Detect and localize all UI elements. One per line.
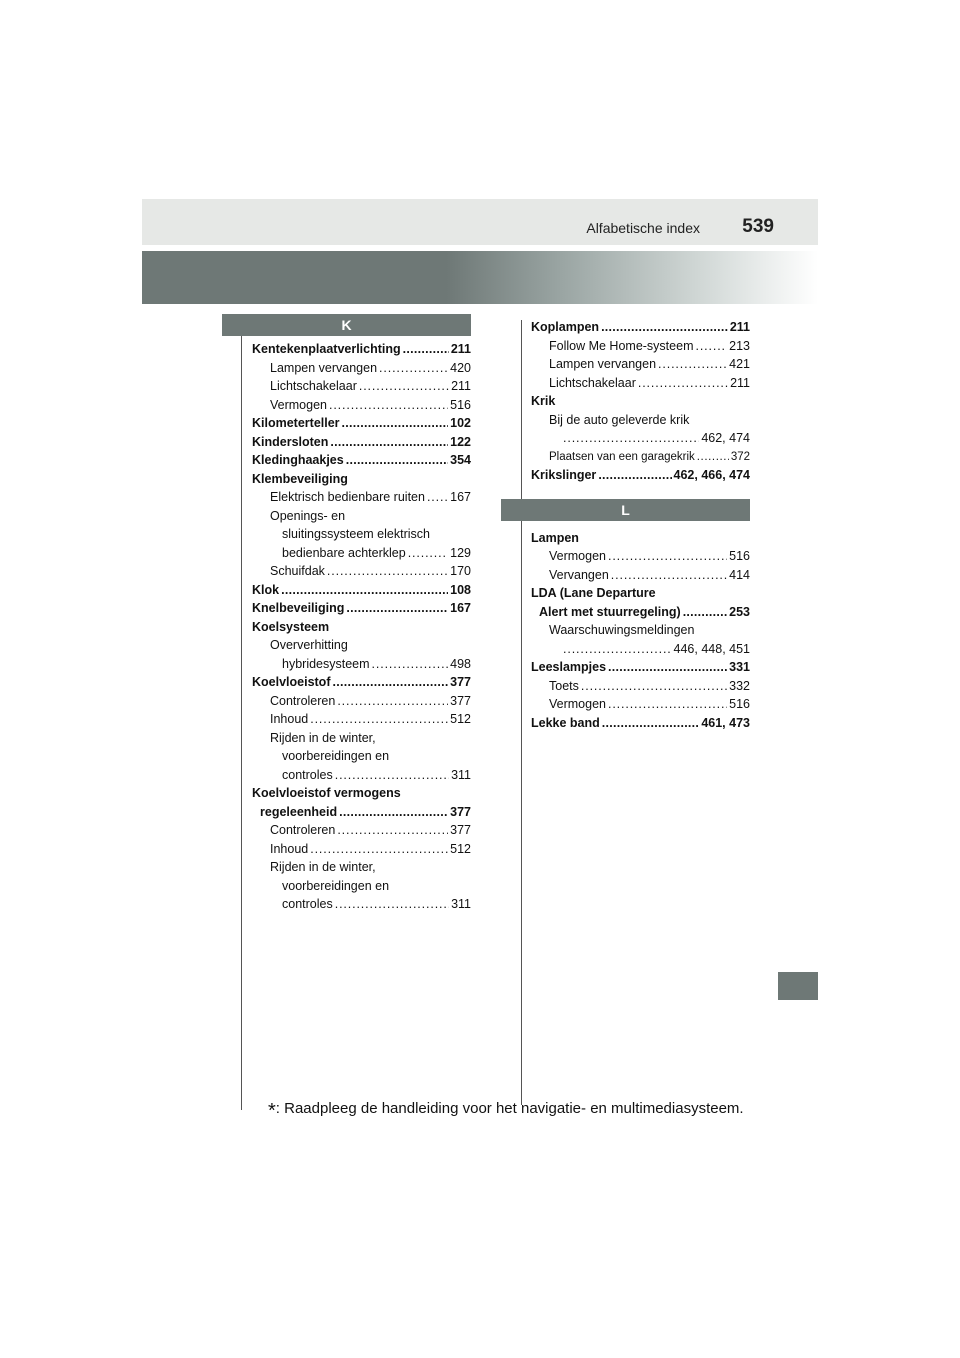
- leader-dots: [563, 429, 699, 448]
- index-column-left: [252, 314, 471, 914]
- entry-term: Kilometerteller: [252, 416, 340, 430]
- index-entry: [531, 677, 750, 696]
- leader-dots: [563, 640, 672, 659]
- entry-page-ref[interactable]: 461, 473: [701, 715, 750, 730]
- index-entry: [252, 433, 471, 452]
- leader-dots: [608, 658, 727, 677]
- entry-term: controles: [282, 767, 333, 782]
- entry-page-ref[interactable]: 311: [451, 767, 471, 782]
- entry-page-ref[interactable]: 498: [450, 656, 471, 671]
- chapter-banner: [142, 251, 818, 304]
- leader-dots: [330, 433, 448, 452]
- page-title: Alfabetische index: [586, 220, 700, 236]
- leader-dots: [346, 451, 448, 470]
- leader-dots: [581, 677, 727, 696]
- leader-dots: [697, 448, 729, 467]
- index-entry: [531, 714, 750, 733]
- entry-term: Lichtschakelaar: [270, 379, 357, 393]
- entry-page-ref[interactable]: 414: [729, 567, 750, 582]
- entry-page-ref[interactable]: 512: [450, 841, 471, 856]
- entry-page-ref[interactable]: 102: [450, 416, 471, 430]
- index-entry: [531, 448, 750, 467]
- entry-page-ref[interactable]: 211: [729, 320, 750, 334]
- entry-page-ref[interactable]: 311: [451, 897, 471, 911]
- entry-page-ref[interactable]: 253: [729, 604, 750, 619]
- index-entry: [252, 636, 471, 655]
- entry-term: Bij de auto geleverde krik: [549, 412, 690, 427]
- entry-page-ref[interactable]: 420: [450, 360, 471, 375]
- index-entry: [252, 562, 471, 581]
- column-divider-middle: [521, 320, 522, 1105]
- leader-dots: [608, 695, 727, 714]
- entry-term: LDA (Lane Departure: [531, 586, 656, 600]
- entry-page-ref[interactable]: 516: [450, 397, 471, 412]
- index-entry: [252, 692, 471, 711]
- leader-dots: [602, 714, 700, 733]
- leader-dots: [359, 377, 449, 396]
- leader-dots: [333, 673, 449, 692]
- page-number: 539: [742, 216, 774, 237]
- entry-term: Kentekenplaatverlichting: [252, 342, 401, 356]
- leader-dots: [408, 544, 448, 563]
- entry-term: Elektrisch bedienbare ruiten: [270, 490, 425, 504]
- leader-dots: [658, 355, 727, 374]
- entry-term: Rijden in de winter,: [270, 860, 376, 874]
- entry-page-ref[interactable]: 332: [729, 678, 750, 693]
- index-entry: [531, 392, 750, 411]
- index-entry: [252, 784, 471, 803]
- index-entry: [252, 858, 471, 877]
- leader-dots: [608, 547, 727, 566]
- index-entry: [252, 507, 471, 526]
- leader-dots: [329, 396, 448, 415]
- entry-page-ref[interactable]: 108: [450, 582, 471, 597]
- entry-term: Krikslinger: [531, 468, 597, 482]
- entry-term: Follow Me Home-systeem: [549, 338, 694, 353]
- entry-term: Controleren: [270, 693, 336, 708]
- entry-page-ref[interactable]: 122: [450, 434, 471, 449]
- index-entry: [252, 729, 471, 748]
- entry-page-ref[interactable]: 377: [450, 823, 471, 837]
- entry-term: bedienbare achterklep: [282, 545, 406, 560]
- entry-page-ref[interactable]: 421: [729, 357, 750, 371]
- index-entry: [252, 747, 471, 766]
- leader-dots: [339, 803, 448, 822]
- leader-dots: [337, 692, 448, 711]
- entry-term: Alert met stuurregeling): [539, 604, 681, 619]
- entry-term: hybridesysteem: [282, 656, 370, 671]
- entry-term: Koelvloeistof: [252, 675, 331, 689]
- entry-term: Koelsysteem: [252, 619, 330, 634]
- index-entry: [531, 640, 750, 659]
- footnote: [268, 1100, 744, 1123]
- entry-page-ref[interactable]: 213: [729, 338, 750, 353]
- leader-dots: [327, 562, 448, 581]
- entry-page-ref[interactable]: 211: [730, 375, 750, 390]
- entry-term: Vermogen: [549, 549, 606, 563]
- entry-term: Lampen vervangen: [549, 357, 657, 371]
- index-entry: [531, 466, 750, 485]
- leader-dots: [346, 599, 448, 618]
- index-entry: [531, 695, 750, 714]
- chapter-tab: [778, 972, 818, 1000]
- entry-term: Inhoud: [270, 841, 309, 856]
- leader-dots: [601, 318, 728, 337]
- leader-dots: [337, 821, 448, 840]
- index-entry: [252, 470, 471, 489]
- entry-page-ref[interactable]: 377: [450, 675, 471, 689]
- entry-term: Schuifdak: [270, 564, 325, 578]
- entry-term: Klembeveiliging: [252, 471, 348, 486]
- leader-dots: [335, 895, 449, 914]
- index-entry: [531, 621, 750, 640]
- index-entry: [531, 547, 750, 566]
- index-entry: [531, 529, 750, 548]
- column-divider-left: [241, 320, 242, 1110]
- section-header-k: K: [222, 314, 471, 336]
- entry-page-ref[interactable]: 377: [450, 804, 471, 819]
- entry-page-ref[interactable]: 446, 448, 451: [673, 641, 750, 656]
- index-entry: [531, 411, 750, 430]
- leader-dots: [638, 374, 728, 393]
- entry-page-ref[interactable]: 129: [450, 545, 471, 560]
- entry-term: Vermogen: [270, 397, 327, 412]
- entry-page-ref[interactable]: 167: [450, 490, 471, 504]
- entry-term: Klok: [252, 582, 280, 597]
- index-entry: [531, 374, 750, 393]
- entry-term: controles: [282, 897, 333, 911]
- index-entry: [252, 766, 471, 785]
- index-entry: [252, 414, 471, 433]
- entry-term: Vervangen: [549, 567, 609, 582]
- entry-term: Plaatsen van een garagekrik: [549, 450, 695, 463]
- entry-page-ref[interactable]: 512: [450, 712, 471, 726]
- leader-dots: [427, 488, 448, 507]
- index-entry: [531, 584, 750, 603]
- entry-term: Oververhitting: [270, 638, 348, 652]
- index-entry: [252, 340, 471, 359]
- index-entry: [531, 337, 750, 356]
- index-entry: [531, 429, 750, 448]
- entry-page-ref[interactable]: 170: [450, 564, 471, 578]
- entry-page-ref[interactable]: 462, 474: [701, 431, 750, 445]
- leader-dots: [310, 840, 448, 859]
- index-entry: [531, 566, 750, 585]
- index-entry: [252, 803, 471, 822]
- entry-term: voorbereidingen en: [282, 878, 390, 893]
- index-entry: [531, 603, 750, 622]
- index-entry: [531, 355, 750, 374]
- index-entry: [252, 618, 471, 637]
- index-entry: [252, 396, 471, 415]
- index-entry: [252, 895, 471, 914]
- index-entry: [252, 710, 471, 729]
- entry-term: sluitingssysteem elektrisch: [282, 527, 430, 541]
- entry-term: Kindersloten: [252, 434, 329, 449]
- index-entry: [531, 318, 750, 337]
- footnote-marker: *: [268, 1100, 276, 1122]
- entry-page-ref[interactable]: 462, 466, 474: [673, 468, 750, 482]
- entry-page-ref[interactable]: 516: [729, 549, 750, 563]
- index-entry: [252, 377, 471, 396]
- entry-term: Kledinghaakjes: [252, 453, 344, 467]
- entry-page-ref[interactable]: 211: [450, 342, 471, 356]
- leader-dots: [372, 655, 449, 674]
- leader-dots: [598, 466, 671, 485]
- leader-dots: [342, 414, 449, 433]
- index-entry: [252, 821, 471, 840]
- index-entry: [252, 673, 471, 692]
- section-header-l: L: [501, 499, 750, 521]
- entry-term: Lampen vervangen: [270, 360, 378, 375]
- index-entry: [252, 581, 471, 600]
- leader-dots: [281, 581, 448, 600]
- entry-term: voorbereidingen en: [282, 749, 390, 763]
- index-entry: [252, 544, 471, 563]
- index-entry: [252, 525, 471, 544]
- index-entry: [252, 488, 471, 507]
- entry-term: Lampen: [531, 530, 579, 545]
- entry-page-ref[interactable]: 372: [730, 450, 750, 463]
- leader-dots: [335, 766, 449, 785]
- entry-term: Vermogen: [549, 697, 606, 711]
- entry-term: Rijden in de winter,: [270, 730, 376, 745]
- entry-term: Toets: [549, 678, 579, 693]
- index-column-right: [531, 318, 750, 732]
- entry-term: Waarschuwingsmeldingen: [549, 623, 695, 637]
- index-entry: [252, 655, 471, 674]
- index-entry: [252, 840, 471, 859]
- entry-term: Leeslampjes: [531, 660, 607, 674]
- page-header-bar: [142, 199, 818, 245]
- entry-term: Koplampen: [531, 320, 600, 334]
- leader-dots: [683, 603, 727, 622]
- entry-page-ref[interactable]: 211: [451, 379, 471, 393]
- index-entry: [252, 877, 471, 896]
- entry-term: Knelbeveiliging: [252, 601, 345, 615]
- entry-term: Lichtschakelaar: [549, 375, 636, 390]
- entry-term: Openings- en: [270, 508, 346, 523]
- entry-page-ref[interactable]: 354: [450, 453, 471, 467]
- entry-term: Krik: [531, 394, 556, 408]
- entry-page-ref[interactable]: 377: [450, 693, 471, 708]
- leader-dots: [403, 340, 449, 359]
- index-entry: [252, 359, 471, 378]
- entry-term: Controleren: [270, 823, 336, 837]
- leader-dots: [310, 710, 448, 729]
- entry-page-ref[interactable]: 331: [729, 660, 750, 674]
- index-entry: [531, 658, 750, 677]
- index-entry: [252, 599, 471, 618]
- leader-dots: [611, 566, 727, 585]
- entry-term: Inhoud: [270, 712, 309, 726]
- leader-dots: [695, 337, 727, 356]
- entry-page-ref[interactable]: 516: [729, 697, 750, 711]
- entry-page-ref[interactable]: 167: [450, 601, 471, 615]
- leader-dots: [379, 359, 448, 378]
- footnote-text: : Raadpleeg de handleiding voor het navigatie- en multimediasysteem.: [275, 1100, 744, 1117]
- entry-term: regeleenheid: [260, 804, 338, 819]
- entry-term: Koelvloeistof vermogens: [252, 786, 401, 800]
- entry-term: Lekke band: [531, 715, 600, 730]
- index-entry: [252, 451, 471, 470]
